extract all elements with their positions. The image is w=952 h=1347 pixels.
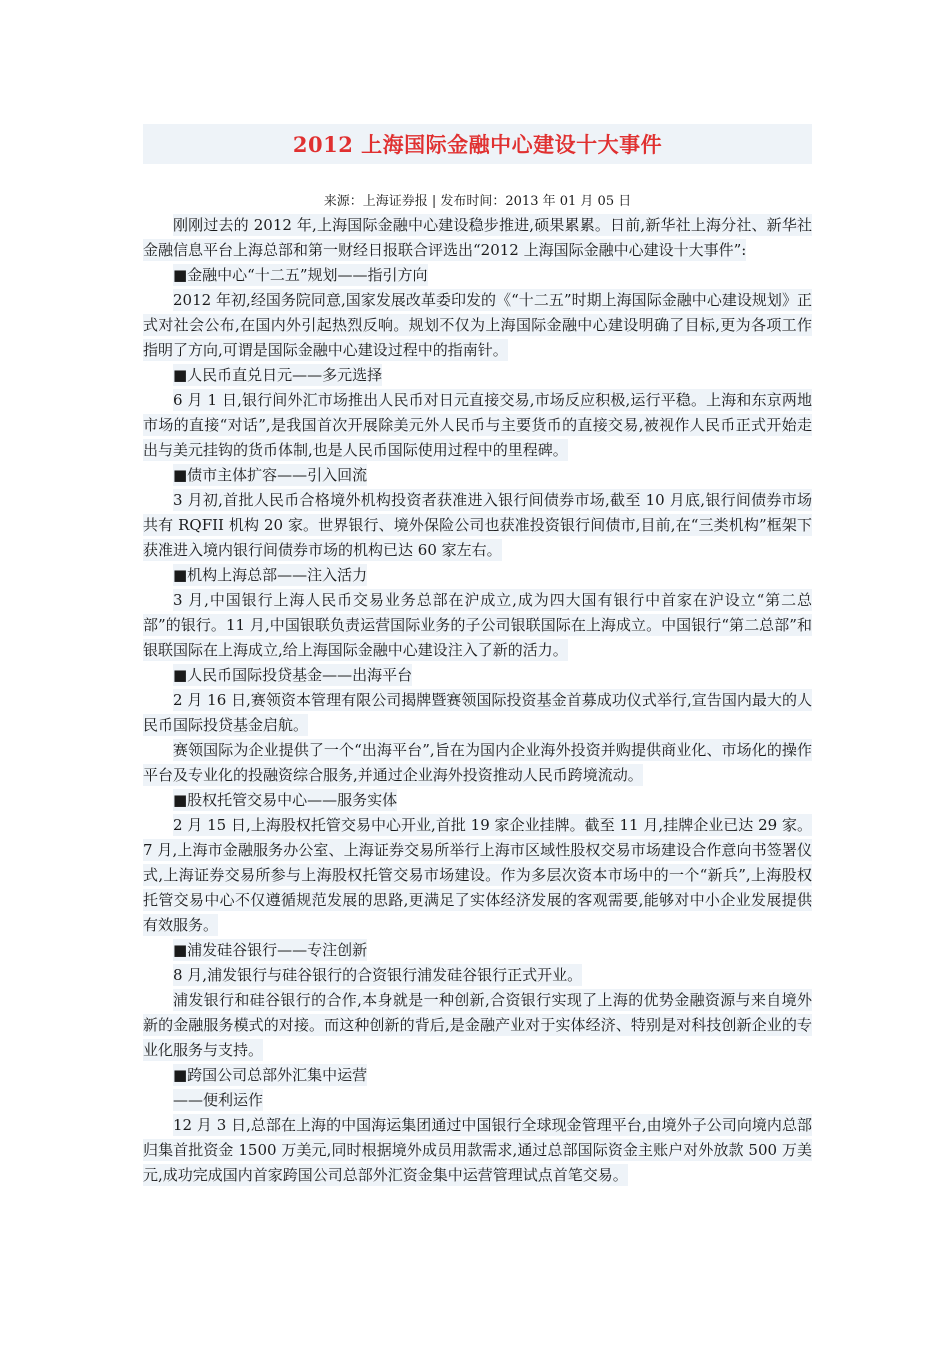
event-paragraph-5b: 赛领国际为企业提供了一个“出海平台”,旨在为国内企业海外投资并购提供商业化、市场化的操作平台及专业化的投融资综合服务,并通过企业海外投资推动人民币跨境流动。: [143, 741, 812, 784]
event-paragraph-3: 3 月初,首批人民币合格境外机构投资者获准进入银行间债券市场,截至 10 月底,银行间债券市场共有 RQFII 机构 20 家。世界银行、境外保险公司也获准投资银行间债市,目前,在“三类机构”框架下获准进入境内银行间债券市场的机构已达 60 家左右。: [143, 491, 812, 559]
event-heading-1: ■金融中心“十二五”规划——指引方向: [173, 266, 428, 284]
title-banner: [143, 124, 812, 164]
event-paragraph-4: 3 月,中国银行上海人民币交易业务总部在沪成立,成为四大国有银行中首家在沪设立“第二总部”的银行。11 月,中国银联负责运营国际业务的子公司银联国际在上海成立。中国银行“第二总部”和银联国际在上海成立,给上海国际金融中心建设注入了新的活力。: [143, 591, 812, 659]
event-heading-2: ■人民币直兑日元——多元选择: [173, 366, 383, 384]
event-heading-5: ■人民币国际投贷基金——出海平台: [173, 666, 413, 684]
event-heading-7: ■浦发硅谷银行——专注创新: [173, 941, 368, 959]
event-heading-8-subtitle: ——便利运作: [173, 1091, 264, 1109]
event-heading-4: ■机构上海总部——注入活力: [173, 566, 368, 584]
event-paragraph-6: 2 月 15 日,上海股权托管交易中心开业,首批 19 家企业挂牌。截至 11 月,挂牌企业已达 29 家。7 月,上海市金融服务办公室、上海证券交易所举行上海市区域性股权交易市场建设合作意向书签署仪式,上海证券交易所参与上海股权托管交易市场建设。作为多层次资本市场中的一个“新兵”,上海股权托管交易中心不仅遵循规范发展的思路,更满足了实体经济发展的客观需要,能够对中小企业发展提供有效服务。: [143, 816, 812, 934]
page-title: 2012 上海国际金融中心建设十大事件: [292, 132, 663, 157]
event-paragraph-5a: 2 月 16 日,赛领资本管理有限公司揭牌暨赛领国际投资基金首募成功仪式举行,宣告国内最大的人民币国际投贷基金启航。: [143, 691, 812, 734]
article-body: [143, 213, 812, 1188]
event-paragraph-7a: 8 月,浦发银行与硅谷银行的合资银行浦发硅谷银行正式开业。: [173, 966, 583, 984]
intro-paragraph: 刚刚过去的 2012 年,上海国际金融中心建设稳步推进,硕果累累。日前,新华社上海分社、新华社金融信息平台上海总部和第一财经日报联合评选出“2012 上海国际金融中心建设十大事件”:: [143, 216, 812, 259]
event-paragraph-8: 12 月 3 日,总部在上海的中国海运集团通过中国银行全球现金管理平台,由境外子公司向境内总部归集首批资金 1500 万美元,同时根据境外成员用款需求,通过总部国际资金主账户对外放款 500 万美元,成功完成国内首家跨国公司总部外汇资金集中运营管理试点首笔交易。: [143, 1116, 812, 1184]
event-heading-3: ■债市主体扩容——引入回流: [173, 466, 368, 484]
event-paragraph-1: 2012 年初,经国务院同意,国家发展改革委印发的《“十二五”时期上海国际金融中心建设规划》正式对社会公布,在国内外引起热烈反响。规划不仅为上海国际金融中心建设明确了目标,更为各项工作指明了方向,可谓是国际金融中心建设过程中的指南针。: [143, 291, 812, 359]
event-heading-8: ■跨国公司总部外汇集中运营: [173, 1066, 368, 1084]
event-heading-6: ■股权托管交易中心——服务实体: [173, 791, 398, 809]
event-paragraph-2: 6 月 1 日,银行间外汇市场推出人民币对日元直接交易,市场反应积极,运行平稳。上海和东京两地市场的直接“对话”,是我国首次开展除美元外人民币与主要货币的直接交易,被视作人民币正式开始走出与美元挂钩的货币体制,也是人民币国际使用过程中的里程碑。: [143, 391, 812, 459]
source-date-line: 来源：上海证券报 | 发布时间：2013 年 01 月 05 日: [323, 194, 632, 209]
event-paragraph-7b: 浦发银行和硅谷银行的合作,本身就是一种创新,合资银行实现了上海的优势金融资源与来自境外新的金融服务模式的对接。而这种创新的背后,是金融产业对于实体经济、特别是对科技创新企业的专业化服务与支持。: [143, 991, 812, 1059]
